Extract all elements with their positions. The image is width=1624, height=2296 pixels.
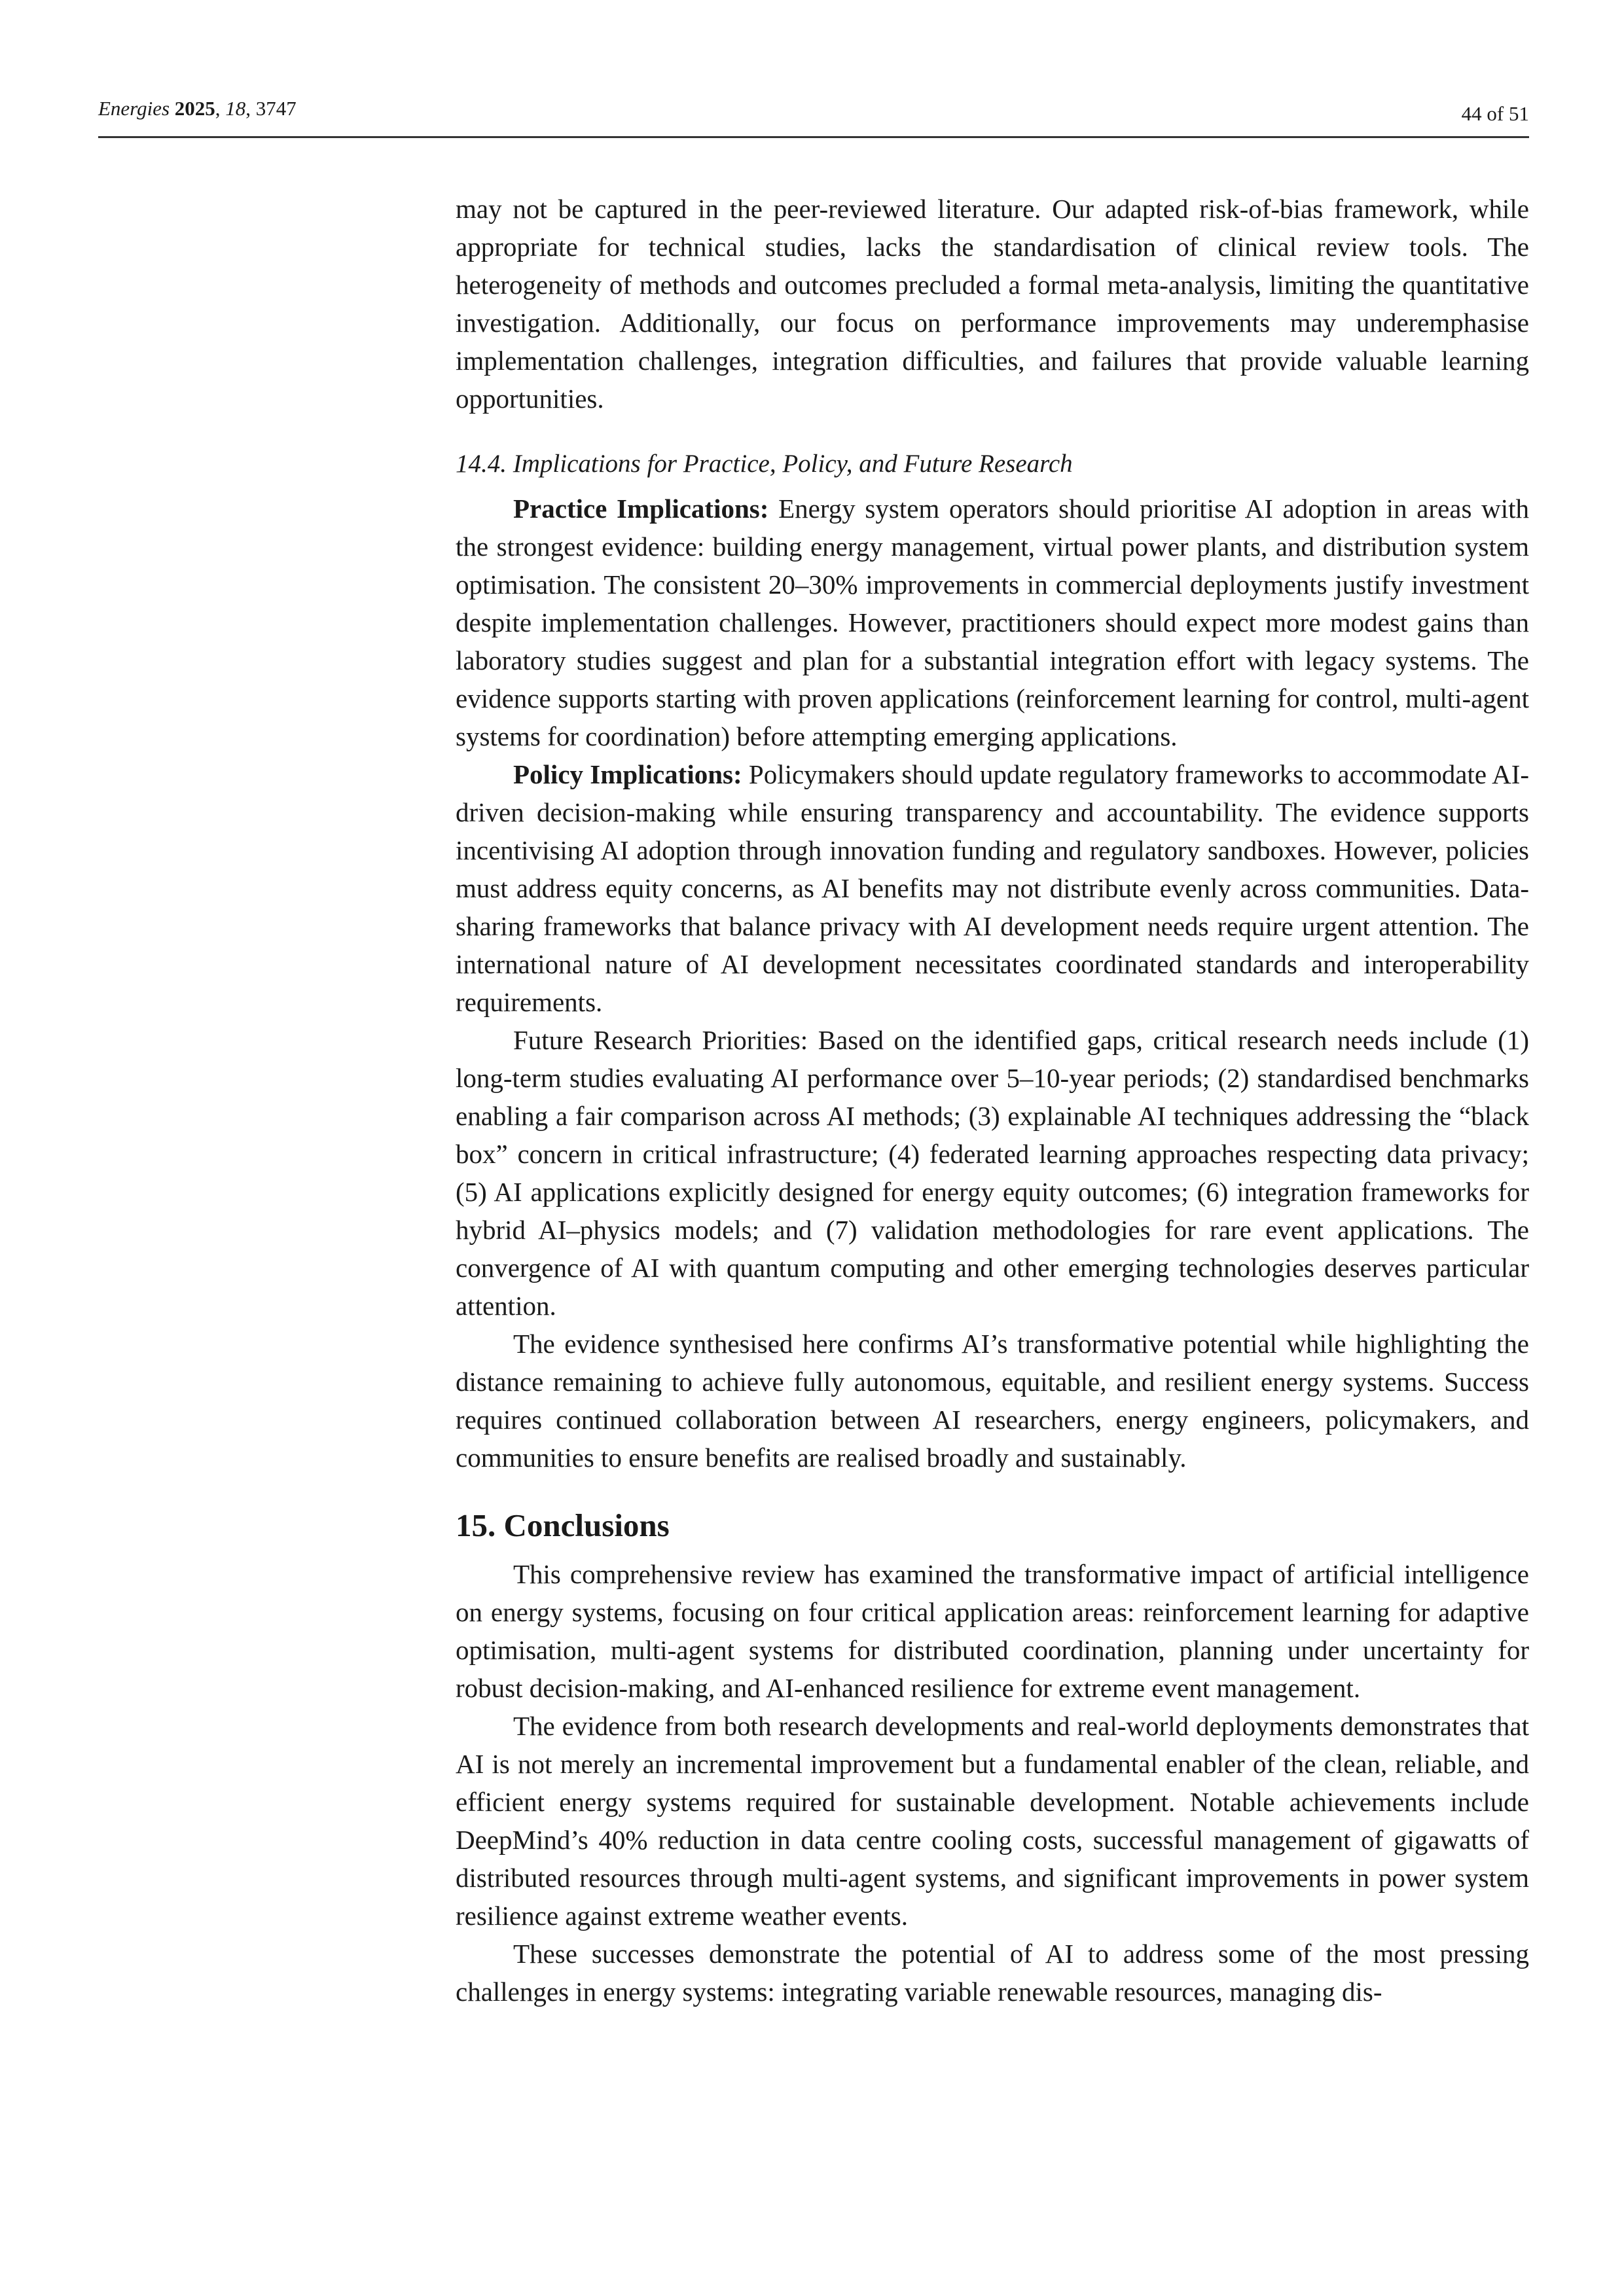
journal-name: Energies — [98, 97, 170, 120]
policy-lead: Policy Implications: — [513, 759, 742, 789]
article-number: 3747 — [255, 97, 297, 120]
practice-lead: Practice Implications: — [513, 493, 769, 524]
practice-paragraph — [456, 490, 1529, 755]
citation-separator: , — [215, 97, 226, 120]
page-number: 44 of 51 — [1461, 102, 1529, 125]
citation-separator: , — [245, 97, 256, 120]
subsection-heading: 14.4. Implications for Practice, Policy, and Future Research — [456, 450, 1073, 478]
policy-paragraph — [456, 755, 1529, 1021]
conclusions-paragraph-1: This comprehensive review has examined the transformative impact of artificial intelligence on energy systems, focusing on four critical application areas: reinforcement learning for adaptive optimisation, multi-agent systems for distributed coordination, planning under uncertainty for robust decision-making, and AI-enhanced resilience for extreme event management. — [456, 1559, 1529, 1703]
continued-paragraph: may not be captured in the peer-reviewed literature. Our adapted risk-of-bias framework, while appropriate for technical studies, lacks the standardisation of clinical review tools. The heterogeneity of methods and outcomes precluded a formal meta-analysis, limiting the quantitative investigation. Additionally, our focus on performance improvements may underemphasise implementation challenges, integration difficulties, and failures that provide valuable learning opportunities. — [456, 194, 1529, 414]
journal-volume: 18 — [225, 97, 246, 120]
journal-citation — [98, 97, 297, 120]
practice-body: Energy system operators should prioritise AI adoption in areas with the strongest evidence: building energy management, virtual power plants, and distribution system optimisation. The consistent 20–30% improvements in commercial deployments justify investment despite implementation challenges. However, practitioners should expect more modest gains than laboratory studies suggest and plan for a substantial integration effort with legacy systems. The evidence supports starting with proven applications (reinforcement learning for control, multi-agent systems for coordination) before attempting emerging applications. — [456, 493, 1529, 751]
page-header — [98, 97, 1529, 138]
conclusions-paragraph-2: The evidence from both research developments and real-world deployments demonstrates that AI is not merely an incremental improvement but a fundamental enabler of the clean, reliable, and efficient energy systems required for sustainable development. Notable achievements include DeepMind’s 40% reduction in data centre cooling costs, successful management of gigawatts of distributed resources through multi-agent systems, and significant improvements in power system resilience against extreme weather events. — [456, 1711, 1529, 1931]
conclusions-paragraph-3: These successes demonstrate the potential of AI to address some of the most pressing challenges in energy systems: integrating variable renewable resources, managing dis- — [456, 1939, 1529, 2007]
synthesis-paragraph: The evidence synthesised here confirms AI’s transformative potential while highlighting the distance remaining to achieve fully autonomous, equitable, and resilient energy systems. Success requires continued collaboration between AI researchers, energy engineers, policymakers, and communities to ensure benefits are realised broadly and sustainably. — [456, 1329, 1529, 1473]
section-heading: 15. Conclusions — [456, 1507, 670, 1543]
journal-year: 2025 — [174, 97, 215, 120]
policy-body: Policymakers should update regulatory frameworks to accommodate AI-driven decision-making while ensuring transparency and accountability. The evidence supports incentivising AI adoption through innovation funding and regulatory sandboxes. However, policies must address equity concerns, as AI benefits may not distribute evenly across communities. Data-sharing frameworks that balance privacy with AI development needs require urgent attention. The international nature of AI development necessitates coordinated standards and interoperability requirements. — [456, 759, 1529, 1017]
main-content — [456, 190, 1529, 2011]
future-research-paragraph: Future Research Priorities: Based on the identified gaps, critical research needs include (1) long-term studies evaluating AI performance over 5–10-year periods; (2) standardised benchmarks enabling a fair comparison across AI methods; (3) explainable AI techniques addressing the “black box” concern in critical infrastructure; (4) federated learning approaches respecting data privacy; (5) AI applications explicitly designed for energy equity outcomes; (6) integration frameworks for hybrid AI–physics models; and (7) validation methodologies for rare event applications. The convergence of AI with quantum computing and other emerging technologies deserves particular attention. — [456, 1025, 1529, 1321]
